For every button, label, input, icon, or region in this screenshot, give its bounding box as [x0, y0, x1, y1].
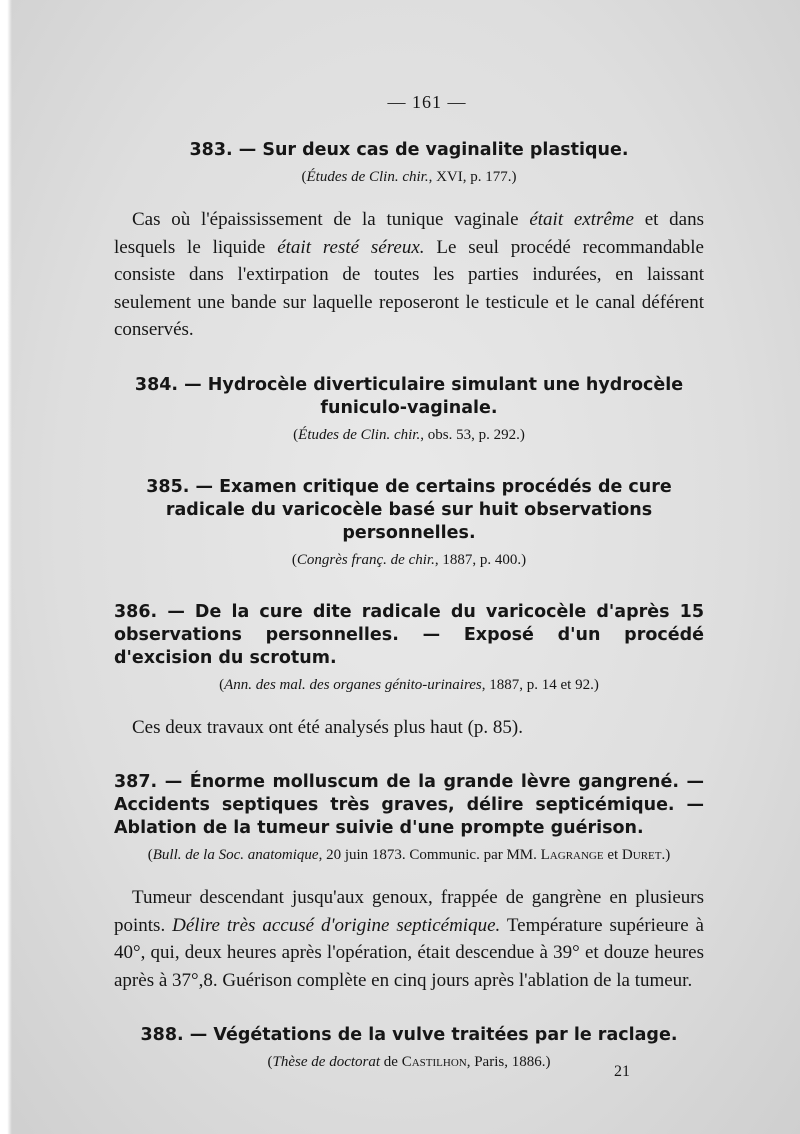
page-content	[114, 92, 704, 1073]
entry-reference: (Études de Clin. chir., obs. 53, p. 292.)	[293, 426, 525, 443]
reference-source: Études de Clin. chir.	[306, 169, 429, 185]
entry-title	[114, 1024, 704, 1047]
entry-number: 386.	[114, 601, 158, 622]
entry-title	[114, 476, 704, 545]
entry-number: 388.	[140, 1025, 184, 1045]
reference-source: Bull. de la Soc. anatomique	[152, 847, 319, 863]
author-name: Castilhon	[401, 1054, 467, 1070]
entry-title-text: — Énorme molluscum de la grande lèvre gangrené. — Accidents septiques très graves, délire septicémique. — Ablation de la tumeur suivie d'une prompte guérison.	[114, 772, 705, 838]
entry-387	[114, 771, 704, 994]
entry-reference: (Thèse de doctorat de Castilhon, Paris, 1886.)	[267, 1054, 551, 1070]
entry-number: 383.	[189, 140, 233, 160]
entry-title-text: — Examen critique de certains procédés de cure radicale du varicocèle basé sur huit observations personnelles.	[165, 476, 672, 543]
reference-source: Thèse de doctorat	[272, 1054, 381, 1070]
reference-source: Congrès franç. de chir.	[296, 551, 435, 568]
entry-title	[114, 601, 704, 670]
entry-reference: (Bull. de la Soc. anatomique, 20 juin 1873. Communic. par MM. Lagrange et Duret.)	[147, 847, 671, 863]
signature-mark: 21	[614, 1063, 630, 1080]
entry-385	[114, 476, 704, 571]
entry-title	[114, 374, 704, 420]
entry-number: 385.	[146, 476, 190, 497]
reference-source: Ann. des mal. des organes génito-urinaires	[224, 676, 482, 693]
page-number: — 161 —	[387, 92, 467, 112]
entry-384	[114, 374, 704, 446]
entry-386	[114, 601, 704, 742]
entry-body: Tumeur descendant jusqu'aux genoux, frappée de gangrène en plusieurs points. Délire très accusé d'origine septicémique. Température supérieure à 40°, qui, deux heures après l'opération, était descendue à 39° et douze heures après à 37°,8. Guérison complète en cinq jours après l'ablation de la tumeur.	[114, 887, 704, 991]
entry-title-text: — Végétations de la vulve traitées par le raclage.	[189, 1025, 678, 1045]
entry-number: 387.	[114, 772, 158, 792]
page-edge	[0, 0, 12, 1134]
entry-body: Cas où l'épaississement de la tunique vaginale était extrême et dans lesquels le liquide était resté séreux. Le seul procédé recommandable consiste dans l'extirpation de toutes les parties indurées, en laissant seulement une bande sur laquelle reposeront le testicule et le canal déférent conservés.	[114, 209, 704, 340]
entry-title-text: — De la cure dite radicale du varicocèle d'après 15 observations personnelles. — Exposé d'un procédé d'excision du scrotum.	[114, 601, 705, 668]
entry-title	[114, 139, 704, 162]
entry-reference: (Études de Clin. chir., XVI, p. 177.)	[301, 169, 517, 185]
entry-383	[114, 139, 704, 344]
entry-title-text: — Sur deux cas de vaginalite plastique.	[238, 140, 629, 160]
author-name: Duret	[621, 847, 662, 863]
entry-title-text: — Hydrocèle diverticulaire simulant une hydrocèle funiculo-vaginale.	[184, 374, 684, 418]
entry-body: Ces deux travaux ont été analysés plus haut (p. 85).	[132, 716, 523, 738]
author-name: Lagrange	[540, 847, 604, 863]
entry-title	[114, 771, 704, 840]
entry-reference: (Ann. des mal. des organes génito-urinaires, 1887, p. 14 et 92.)	[219, 676, 599, 693]
entry-reference: (Congrès franç. de chir., 1887, p. 400.)	[291, 551, 527, 568]
reference-source: Études de Clin. chir.	[298, 426, 421, 443]
entry-number: 384.	[134, 374, 179, 395]
